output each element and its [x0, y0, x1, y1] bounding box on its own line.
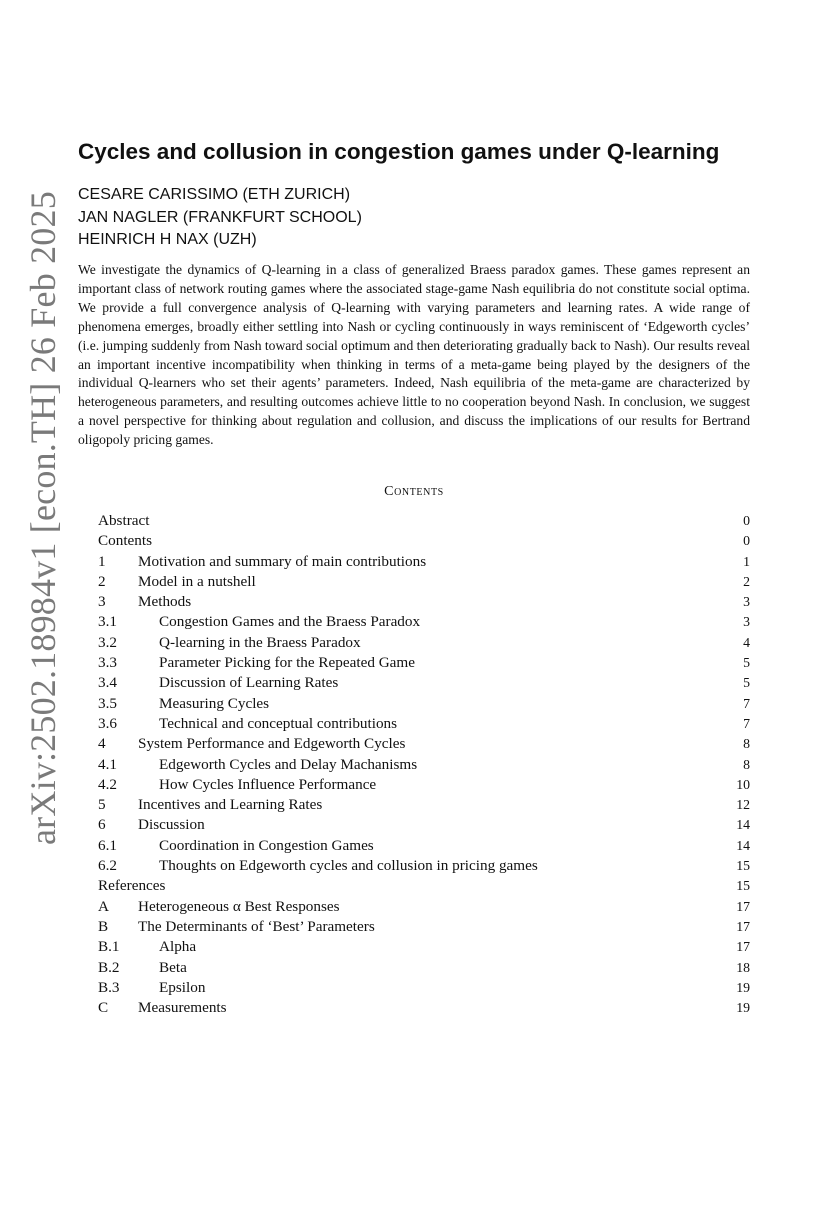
toc-entry-number: C: [98, 999, 109, 1017]
toc-entry-title: Measuring Cycles: [159, 694, 270, 712]
author-name: HEINRICH H NAX (UZH): [78, 231, 257, 248]
toc-entry-title: How Cycles Influence Performance: [159, 775, 377, 793]
toc-entry-page: 0: [743, 513, 750, 528]
toc-entry-number: 3.4: [98, 674, 117, 692]
toc-entry-title: Abstract: [98, 512, 150, 529]
toc-entry-page: 17: [736, 918, 750, 934]
toc-entry[interactable]: [98, 633, 750, 653]
toc-entry-title: Incentives and Learning Rates: [138, 796, 323, 814]
toc-entry-title: Measurements: [138, 999, 227, 1017]
toc-entry-number: B: [98, 917, 109, 935]
toc-entry-number: 3.6: [98, 714, 117, 732]
toc-entry[interactable]: [98, 694, 750, 714]
toc-entry-title: Heterogeneous α Best Responses: [138, 897, 340, 915]
author-name: CESARE CARISSIMO (ETH ZURICH): [78, 186, 351, 203]
toc-entry-page: 10: [736, 776, 750, 792]
toc-entry-title: Epsilon: [159, 978, 206, 996]
toc-entry-number: 6.1: [98, 836, 117, 854]
toc-entry-title: The Determinants of ‘Best’ Parameters: [138, 917, 375, 935]
toc-entry-title: References: [98, 877, 166, 895]
table-of-contents: [98, 511, 750, 1018]
toc-entry[interactable]: [98, 897, 750, 917]
author-list: [78, 184, 362, 252]
toc-entry[interactable]: [98, 815, 750, 835]
toc-entry-page: 7: [743, 715, 750, 731]
toc-entry[interactable]: [98, 612, 750, 632]
arxiv-watermark: arXiv:2502.18984v1 [econ.TH] 26 Feb 2025: [23, 191, 63, 845]
toc-entry-page: 2: [743, 573, 750, 589]
toc-entry[interactable]: [98, 531, 750, 551]
toc-entry[interactable]: [98, 856, 750, 876]
toc-entry[interactable]: [98, 511, 750, 531]
toc-entry-number: 4: [98, 735, 106, 753]
toc-entry-page: 0: [743, 533, 750, 549]
toc-entry-page: 19: [736, 1000, 750, 1016]
toc-entry-page: 5: [743, 675, 750, 691]
toc-entry-number: 6.2: [98, 857, 117, 875]
toc-entry-title: Q-learning in the Braess Paradox: [159, 633, 361, 651]
toc-entry[interactable]: [98, 958, 750, 978]
toc-entry[interactable]: [98, 552, 750, 572]
toc-entry-page: 17: [736, 898, 750, 914]
toc-entry-title: Methods: [138, 593, 192, 611]
toc-entry-page: 8: [743, 736, 750, 752]
toc-entry-title: Coordination in Congestion Games: [159, 836, 374, 854]
toc-entry-number: B.1: [98, 938, 120, 956]
toc-entry-number: 4.2: [98, 775, 117, 793]
toc-entry-number: 6: [98, 816, 106, 834]
toc-entry[interactable]: [98, 937, 750, 957]
toc-entry-title: Congestion Games and the Braess Paradox: [159, 613, 421, 631]
toc-entry-number: B.3: [98, 978, 120, 996]
toc-entry-page: 3: [743, 594, 750, 610]
toc-entry-page: 19: [736, 979, 750, 995]
toc-entry[interactable]: [98, 917, 750, 937]
toc-entry-title: Motivation and summary of main contributions: [138, 552, 427, 570]
toc-entry-number: A: [98, 897, 109, 915]
abstract-text: We investigate the dynamics of Q-learning in a class of generalized Braess paradox games. These games represent an important class of network routing games where the associated stage-game Nash equilibria do not constitute social optima. We provide a full convergence analysis of Q-learning with varying parameters and learning rates. A wide range of phenomena emerges, broadly either settling into Nash or cycling continuously in ways reminiscent of ‘Edgeworth cycles’ (i.e. jumping suddenly from Nash toward social optimum and then deteriorating gradually back to Nash). Our results reveal an important incentive incompatibility when thinking in terms of a meta-game being played by the designers of the individual Q-learners who set their agents’ parameters. Indeed, Nash equilibria of the meta-game are characterized by heterogeneous parameters, and resulting outcomes achieve little to no cooperation beyond Nash. In conclusion, we suggest a novel perspective for thinking about regulation and collusion, and discuss the implications of our results for Bertrand oligopoly pricing games.: [78, 262, 750, 448]
toc-entry-title: Discussion: [138, 816, 205, 834]
toc-entry-page: 7: [743, 695, 750, 711]
toc-entry-page: 14: [736, 817, 750, 833]
toc-entry-title: Thoughts on Edgeworth cycles and collusion in pricing games: [159, 857, 538, 875]
toc-entry-page: 17: [736, 939, 750, 955]
toc-entry-page: 3: [743, 614, 750, 630]
toc-entry-title: Parameter Picking for the Repeated Game: [159, 654, 415, 672]
toc-entry-page: 8: [743, 756, 750, 772]
toc-entry[interactable]: [98, 653, 750, 673]
toc-entry-title: System Performance and Edgeworth Cycles: [138, 735, 406, 753]
toc-entry[interactable]: [98, 978, 750, 998]
toc-entry[interactable]: [98, 673, 750, 693]
toc-entry-page: 15: [736, 878, 750, 894]
toc-entry-number: 3.3: [98, 654, 117, 672]
author-name: JAN NAGLER (FRANKFURT SCHOOL): [78, 208, 362, 226]
toc-entry-page: 14: [736, 837, 750, 853]
toc-entry-number: 5: [98, 796, 106, 814]
toc-entry-number: 3.5: [98, 694, 117, 712]
toc-entry-title: Technical and conceptual contributions: [159, 714, 398, 732]
toc-entry-title: Edgeworth Cycles and Delay Machanisms: [159, 755, 418, 773]
toc-entry[interactable]: [98, 592, 750, 612]
toc-entry[interactable]: [98, 836, 750, 856]
toc-entry-title: Contents: [98, 532, 153, 550]
toc-entry-number: 3.2: [98, 633, 117, 651]
toc-entry-page: 1: [743, 553, 750, 569]
toc-entry-number: 2: [98, 572, 106, 590]
toc-entry-number: 3.1: [98, 613, 117, 631]
toc-entry[interactable]: [98, 795, 750, 815]
toc-entry-title: Discussion of Learning Rates: [159, 674, 339, 692]
toc-entry-number: 1: [98, 552, 106, 570]
toc-entry-page: 4: [743, 634, 750, 650]
toc-entry[interactable]: [98, 714, 750, 734]
toc-entry-title: Model in a nutshell: [138, 572, 256, 590]
toc-entry[interactable]: [98, 775, 750, 795]
toc-entry-number: 4.1: [98, 755, 117, 773]
toc-entry-number: B.2: [98, 958, 120, 976]
toc-entry-page: 15: [736, 858, 750, 874]
toc-entry-title: Alpha: [159, 938, 197, 956]
toc-entry[interactable]: [98, 755, 750, 775]
toc-entry-page: 5: [743, 655, 750, 671]
paper-title: Cycles and collusion in congestion games under Q-learning: [78, 139, 720, 164]
toc-entry-number: 3: [98, 593, 106, 611]
toc-entry-page: 18: [736, 959, 750, 975]
toc-entry[interactable]: [98, 734, 750, 754]
toc-entry-page: 12: [736, 797, 750, 813]
toc-heading: Contents: [384, 484, 444, 499]
toc-entry[interactable]: [98, 998, 750, 1018]
toc-entry[interactable]: [98, 876, 750, 896]
toc-entry-title: Beta: [159, 958, 187, 976]
toc-entry[interactable]: [98, 572, 750, 592]
